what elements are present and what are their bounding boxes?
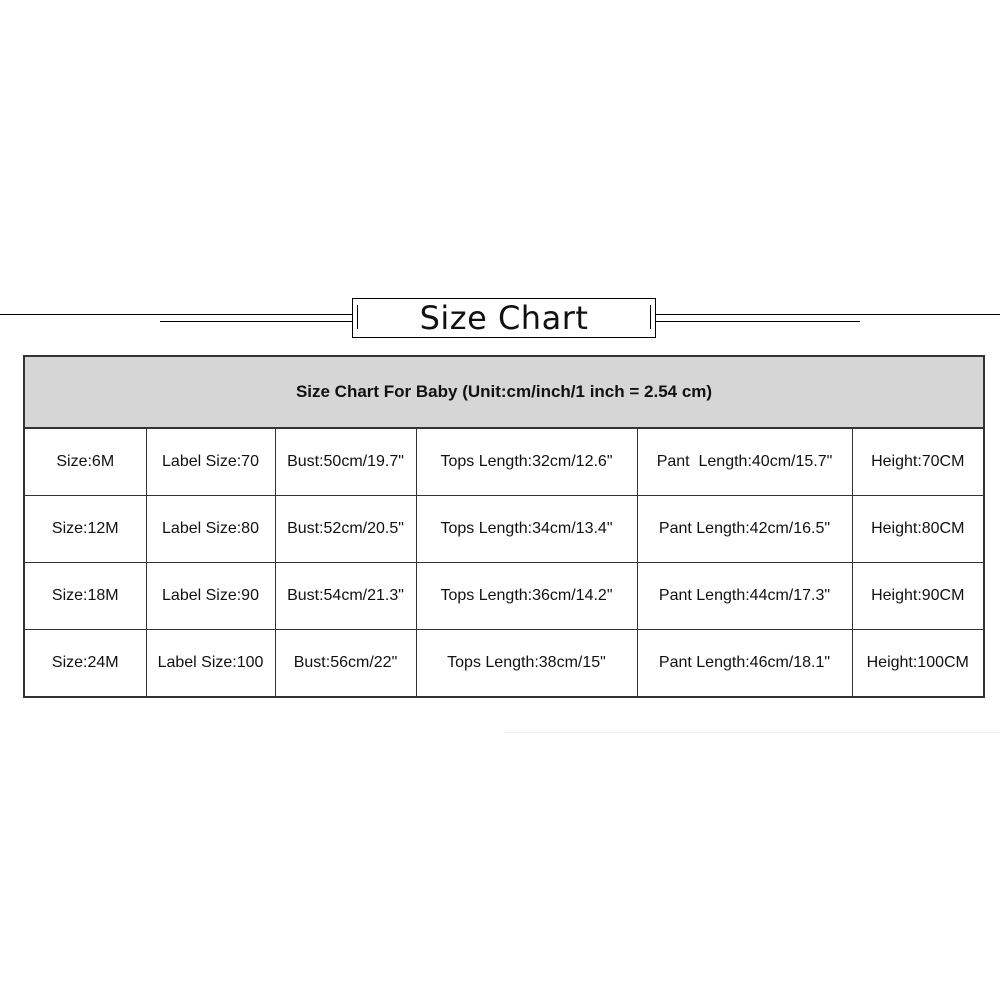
label-size-cell: Label Size:80 [146, 496, 275, 563]
table-row [24, 630, 984, 698]
size-cell: Size:12M [24, 496, 146, 563]
pant-length-cell: Pant Length:46cm/18.1" [637, 630, 852, 698]
label-size-cell: Label Size:70 [146, 428, 275, 496]
table-header-row [24, 356, 984, 428]
height-cell: Height:80CM [852, 496, 984, 563]
page-title-box [352, 298, 656, 338]
bust-cell: Bust:50cm/19.7" [275, 428, 416, 496]
bust-cell: Bust:54cm/21.3" [275, 563, 416, 630]
page-title: Size Chart [419, 299, 589, 337]
title-rule-right [656, 314, 1000, 315]
size-cell: Size:24M [24, 630, 146, 698]
tops-length-cell: Tops Length:36cm/14.2" [416, 563, 637, 630]
height-cell: Height:90CM [852, 563, 984, 630]
tops-length-cell: Tops Length:32cm/12.6" [416, 428, 637, 496]
label-size-cell: Label Size:90 [146, 563, 275, 630]
table-row [24, 563, 984, 630]
faint-divider [505, 732, 1000, 733]
size-cell: Size:18M [24, 563, 146, 630]
pant-length-cell: Pant Length:42cm/16.5" [637, 496, 852, 563]
table-row [24, 496, 984, 563]
title-box-tick-left [357, 305, 358, 329]
bust-cell: Bust:52cm/20.5" [275, 496, 416, 563]
pant-length-cell: Pant Length:44cm/17.3" [637, 563, 852, 630]
size-chart-table [23, 355, 985, 698]
pant-length-cell: Pant Length:40cm/15.7" [637, 428, 852, 496]
bust-cell: Bust:56cm/22" [275, 630, 416, 698]
height-cell: Height:70CM [852, 428, 984, 496]
tops-length-cell: Tops Length:34cm/13.4" [416, 496, 637, 563]
title-box-tick-right [650, 305, 651, 329]
height-cell: Height:100CM [852, 630, 984, 698]
table-row [24, 428, 984, 496]
title-rule-left [0, 314, 352, 315]
title-rule-right-inner [656, 321, 860, 322]
size-cell: Size:6M [24, 428, 146, 496]
tops-length-cell: Tops Length:38cm/15" [416, 630, 637, 698]
label-size-cell: Label Size:100 [146, 630, 275, 698]
table-header: Size Chart For Baby (Unit:cm/inch/1 inch = 2.54 cm) [24, 356, 984, 428]
title-rule-left-inner [160, 321, 352, 322]
